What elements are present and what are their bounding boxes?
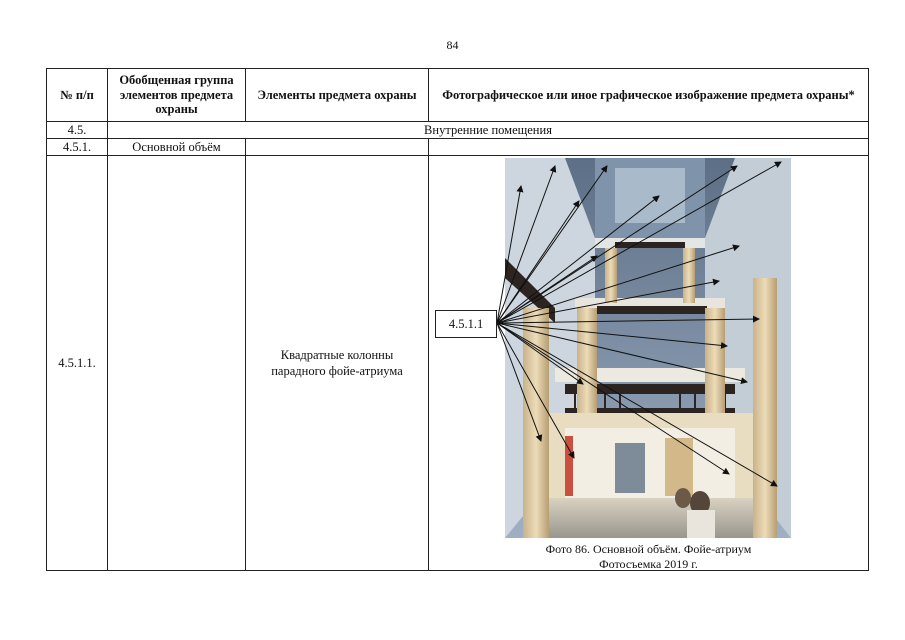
header-elements: Элементы предмета охраны [246,69,429,122]
atrium-photo [505,158,791,538]
item-image-cell [429,156,869,571]
item-group [108,156,246,571]
header-image: Фотографическое или иное графическое изображение предмета охраны* [429,69,869,122]
section-num: 4.5. [47,122,108,139]
item-row [47,156,869,571]
header-group: Обобщенная группа элементов предмета охраны [108,69,246,122]
page-number: 84 [446,38,459,52]
section-row [47,122,869,139]
subsection-image [429,139,869,156]
item-element: Квадратные колонны парадного фойе-атриума [246,156,429,571]
header-num: № п/п [47,69,108,122]
item-num: 4.5.1.1. [47,156,108,571]
section-title: Внутренние помещения [108,122,869,139]
subsection-num: 4.5.1. [47,139,108,156]
caption-line-1: Фото 86. Основной объём. Фойе-атриум [545,542,752,556]
caption-line-2: Фотосъемка 2019 г. [599,557,698,571]
protection-table [46,68,869,571]
subsection-elements [246,139,429,156]
callout-label: 4.5.1.1 [435,310,497,338]
photo-caption [429,542,868,572]
subsection-row [47,139,869,156]
header-row [47,69,869,122]
subsection-group: Основной объём [108,139,246,156]
